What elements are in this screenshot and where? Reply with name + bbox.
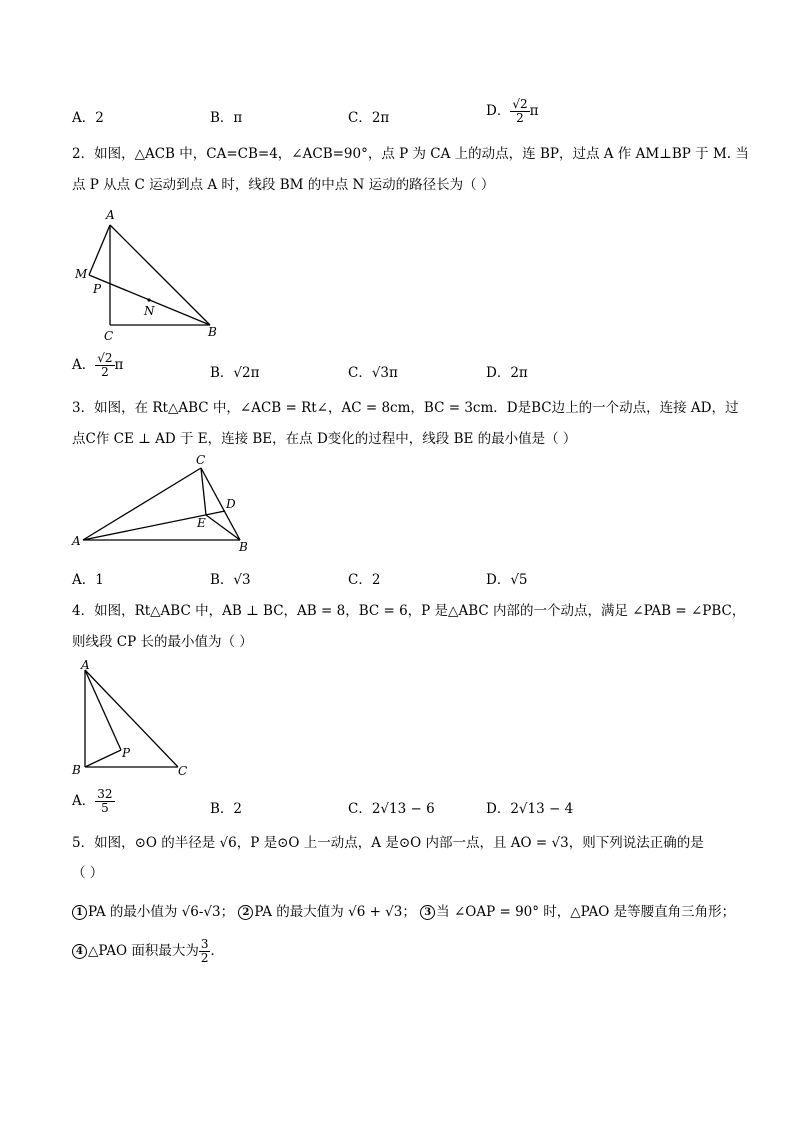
q4-option-a[interactable] — [72, 788, 115, 815]
q2-figure — [70, 205, 230, 345]
q3-option-b[interactable]: B．√3 — [210, 572, 251, 588]
q1-option-d-suffix: π — [529, 103, 539, 119]
q3-option-c[interactable]: C．2 — [348, 572, 381, 588]
q2-label-p: P — [93, 282, 102, 296]
q2-point-n — [147, 298, 150, 301]
q4-segment-ac — [85, 670, 178, 767]
q5-statement4-mark: 4 — [72, 944, 87, 959]
q1-option-a[interactable]: A．2 — [72, 110, 104, 126]
q3-label-b: B — [239, 540, 248, 554]
q2-option-a-denominator: 2 — [101, 365, 109, 379]
q5-statements-line2 — [72, 938, 224, 965]
q5-statements-line1 — [72, 903, 735, 921]
q4-option-d[interactable]: D．2√13 − 4 — [486, 801, 574, 817]
q2-label-m: M — [75, 267, 88, 281]
q4-option-b[interactable]: B．2 — [210, 801, 243, 817]
q5-statement3: 当 ∠OAP = 90° 时，△PAO 是等腰直角三角形； — [436, 904, 736, 920]
q5-statement4-suffix: ． — [210, 943, 224, 959]
q1-option-d[interactable] — [486, 98, 538, 125]
q1-option-d-denominator: 2 — [516, 111, 524, 125]
q2-segment-am — [89, 225, 110, 275]
q5-statement2: PA 的最大值为 √6 + √3； — [254, 904, 416, 920]
q4-option-a-denominator: 5 — [101, 801, 109, 815]
q2-option-a-numerator: √2 — [97, 351, 113, 365]
q3-option-d[interactable]: D．√5 — [486, 572, 528, 588]
q5-text-line2: （ ） — [72, 865, 104, 881]
q4-text-line2: 则线段 CP 长的最小值为（ ） — [72, 634, 253, 650]
q4-option-a-fraction — [95, 788, 114, 815]
q5-statement1: PA 的最小值为 √6-√3； — [88, 904, 235, 920]
q2-label-n: N — [144, 304, 155, 318]
q1-option-d-numerator: √2 — [512, 97, 528, 111]
q3-segment-eb — [206, 515, 240, 540]
q5-statement4-numerator: 3 — [200, 937, 209, 951]
q3-label-e: E — [197, 516, 206, 530]
q3-label-d: D — [226, 497, 236, 511]
q4-option-a-prefix: A． — [72, 793, 96, 809]
q5-statement4-fraction — [199, 938, 211, 965]
q3-label-c: C — [196, 453, 206, 467]
q5-statement3-mark: 3 — [420, 905, 435, 920]
q2-option-a-prefix: A． — [72, 357, 96, 373]
q4-figure — [70, 658, 200, 783]
q3-option-a[interactable]: A．1 — [72, 572, 104, 588]
q2-option-a[interactable] — [72, 352, 123, 379]
q4-label-a: A — [81, 658, 90, 672]
q4-text-line1: 4．如图，Rt△ABC 中，AB ⊥ BC，AB = 8，BC = 6，P 是△ABC 内部的一个动点，满足 ∠PAB = ∠PBC， — [72, 603, 746, 619]
q4-label-b: B — [72, 763, 81, 777]
q4-label-p: P — [122, 746, 131, 760]
q2-text-line2: 点 P 从点 C 运动到点 A 时，线段 BM 的中点 N 运动的路径长为（ ） — [72, 177, 495, 193]
q4-option-c[interactable]: C．2√13 − 6 — [348, 801, 435, 817]
q2-option-d[interactable]: D．2π — [486, 365, 528, 381]
q1-option-b[interactable]: B．π — [210, 110, 243, 126]
q4-segment-ap — [85, 670, 121, 750]
q3-segment-ac — [83, 468, 201, 540]
q2-option-a-fraction — [95, 352, 114, 379]
q4-label-c: C — [178, 764, 188, 778]
q2-option-c[interactable]: C．√3π — [348, 365, 398, 381]
q2-label-c: C — [104, 329, 114, 343]
q3-label-a: A — [72, 534, 81, 548]
q5-statement2-mark: 2 — [238, 905, 253, 920]
q2-label-a: A — [106, 208, 115, 222]
q2-option-a-suffix: π — [114, 357, 124, 373]
q5-statement4-prefix: △PAO 面积最大为 — [88, 943, 199, 959]
q1-option-d-prefix: D． — [486, 103, 511, 119]
q3-figure — [68, 455, 268, 555]
q1-option-c[interactable]: C．2π — [348, 110, 390, 126]
q2-segment-ab — [110, 225, 210, 325]
q2-label-b: B — [208, 325, 217, 339]
q5-text-line1: 5．如图，⊙O 的半径是 √6，P 是⊙O 上一动点，A 是⊙O 内部一点，且 AO = √3，则下列说法正确的是 — [72, 835, 704, 851]
q3-text-line1: 3．如图，在 Rt△ABC 中，∠ACB = Rt∠，AC = 8cm，BC = 3cm．D是BC边上的一个动点，连接 AD，过 — [72, 400, 739, 416]
q3-text-line2: 点C作 CE ⊥ AD 于 E，连接 BE，在点 D变化的过程中，线段 BE 的最小值是（ ） — [72, 431, 577, 447]
q4-segment-bp — [85, 750, 121, 767]
q4-option-a-numerator: 32 — [97, 787, 113, 801]
q2-text-line1: 2．如图，△ACB 中，CA=CB=4，∠ACB=90°，点 P 为 CA 上的动点，连 BP，过点 A 作 AM⊥BP 于 M. 当 — [72, 146, 749, 162]
q5-statement1-mark: 1 — [72, 905, 87, 920]
q1-option-d-fraction — [510, 98, 529, 125]
q5-statement4-denominator: 2 — [200, 951, 209, 965]
q2-option-b[interactable]: B．√2π — [210, 365, 260, 381]
